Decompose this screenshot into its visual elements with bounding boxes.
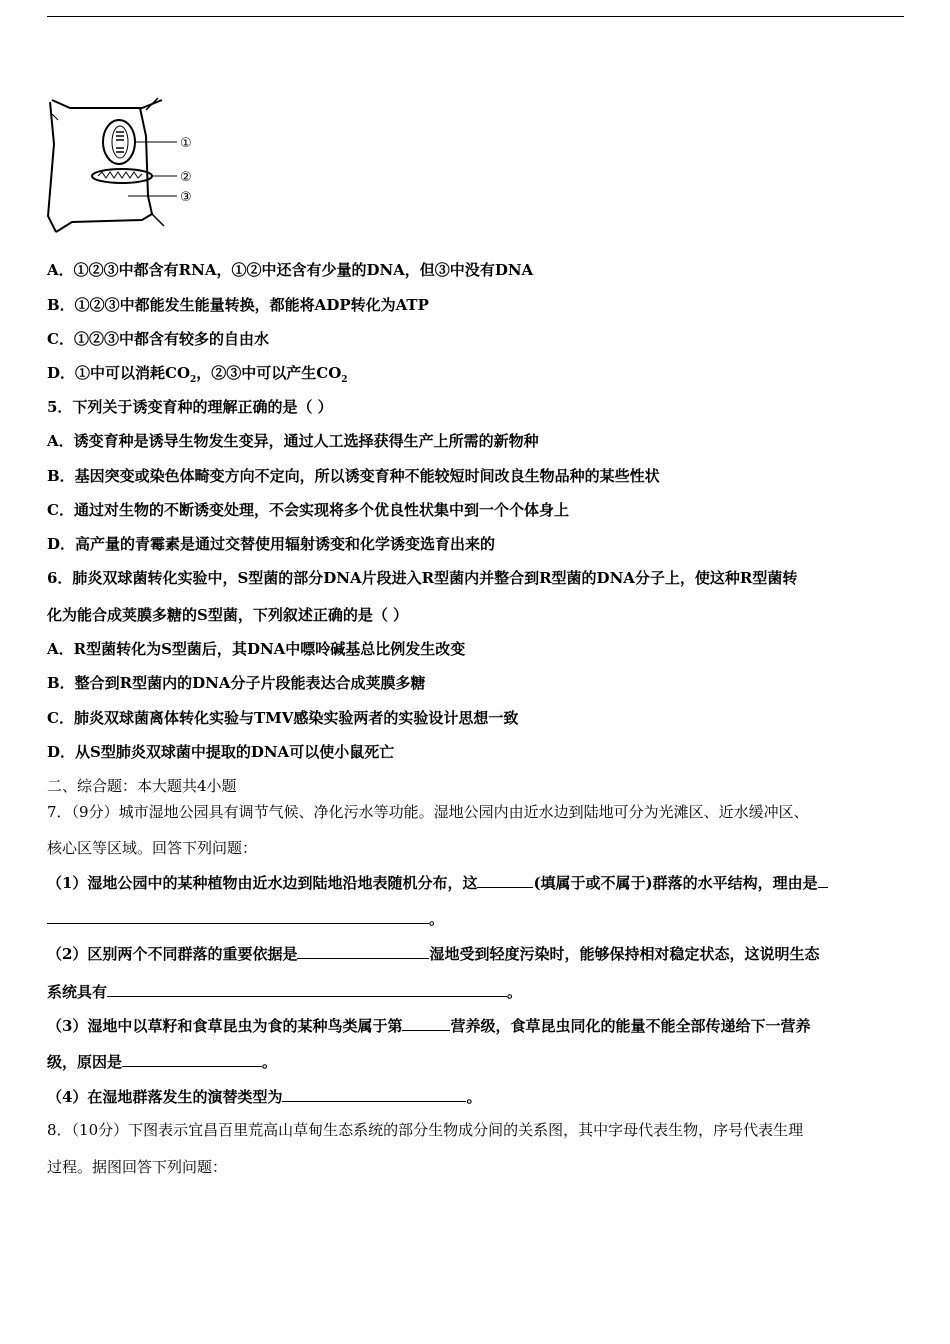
q7-part3	[47, 1016, 810, 1036]
q5-option-b: B．基因突变或染色体畸变方向不定向，所以诱变育种不能较短时间改良生物品种的某些性状	[47, 467, 660, 485]
q5-stem: 5．下列关于诱变育种的理解正确的是（ ）	[47, 398, 333, 416]
label-3: ③	[180, 190, 192, 205]
q7-part2-cont	[47, 982, 522, 1002]
q6-option-a: A．R型菌转化为S型菌后，其DNA中嘌呤碱基总比例发生改变	[47, 640, 466, 658]
label-1: ①	[180, 136, 192, 151]
answer-blank[interactable]	[107, 982, 507, 997]
q7-part1	[47, 873, 828, 893]
q7-p3-text-a: （3）湿地中以草籽和食草昆虫为食的某种鸟类属于第	[47, 1017, 403, 1035]
q7-p2-end: 。	[507, 983, 523, 1001]
q7-p2-text-b: 湿地受到轻度污染时，能够保持相对稳定状态，这说明生态	[429, 945, 820, 963]
q7-part1-cont	[47, 909, 444, 929]
q5-option-a: A．诱变育种是诱导生物发生变异，通过人工选择获得生产上所需的新物种	[47, 432, 539, 450]
q6-stem-line1: 6．肺炎双球菌转化实验中，S型菌的部分DNA片段进入R型菌内并整合到R型菌的DNA分子上，使这种R型菌转	[47, 569, 798, 587]
q8-stem-line1: 8．（10分）下图表示宜昌百里荒高山草甸生态系统的部分生物成分间的关系图，其中字母代表生物，序号代表生理	[47, 1121, 804, 1139]
answer-blank[interactable]	[297, 944, 429, 959]
q7-p1-text-b: (填属于或不属于)群落的水平结构，理由是	[533, 874, 818, 892]
answer-blank[interactable]	[47, 909, 429, 924]
q6-option-d: D．从S型肺炎双球菌中提取的DNA可以使小鼠死亡	[47, 743, 395, 761]
q8-stem-line2: 过程。据图回答下列问题：	[47, 1158, 228, 1176]
q4-option-a: A．①②③中都含有RNA，①②中还含有少量的DNA，但③中没有DNA	[47, 261, 534, 279]
q4-d-part1: D．①中可以消耗CO	[47, 364, 191, 382]
answer-blank[interactable]	[402, 1016, 450, 1031]
label-2: ②	[180, 170, 192, 185]
answer-blank[interactable]	[282, 1087, 466, 1102]
q4-option-c: C．①②③中都含有较多的自由水	[47, 330, 269, 348]
q7-p3-text-b: 营养级，食草昆虫同化的能量不能全部传递给下一营养	[450, 1017, 811, 1035]
q4-d-sub1: 2	[190, 375, 197, 385]
q7-p3-text-c: 级，原因是	[47, 1053, 123, 1071]
q6-option-b: B．整合到R型菌内的DNA分子片段能表达合成荚膜多糖	[47, 674, 426, 692]
q7-p2-text-a: （2）区别两个不同群落的重要依据是	[47, 945, 298, 963]
q4-option-b: B．①②③中都能发生能量转换，都能将ADP转化为ATP	[47, 296, 429, 314]
cell-diagram	[42, 96, 202, 236]
answer-blank[interactable]	[477, 873, 533, 888]
q4-option-d	[47, 363, 348, 390]
q4-d-part2: ，②③中可以产生CO	[196, 364, 342, 382]
q7-p3-end: 。	[262, 1053, 278, 1071]
q7-p4-text-a: （4）在湿地群落发生的演替类型为	[47, 1088, 283, 1106]
answer-blank[interactable]	[122, 1052, 262, 1067]
q7-part2	[47, 944, 819, 964]
answer-blank[interactable]	[818, 873, 828, 888]
q7-p2-text-c: 系统具有	[47, 983, 108, 1001]
q7-stem-line2: 核心区等区域。回答下列问题：	[47, 839, 258, 857]
section-heading: 二、综合题：本大题共4小题	[47, 777, 237, 795]
q6-stem-line2: 化为能合成荚膜多糖的S型菌，下列叙述正确的是（ ）	[47, 606, 409, 624]
q4-d-sub2: 2	[341, 375, 348, 385]
header-rule	[47, 16, 904, 17]
q7-p1-end: 。	[429, 910, 445, 928]
q7-part3-cont	[47, 1052, 277, 1072]
q7-p1-text-a: （1）湿地公园中的某种植物由近水边到陆地沿地表随机分布，这	[47, 874, 478, 892]
q7-part4	[47, 1087, 481, 1107]
q7-p4-end: 。	[466, 1088, 482, 1106]
q5-option-d: D．高产量的青霉素是通过交替使用辐射诱变和化学诱变选育出来的	[47, 535, 496, 553]
q6-option-c: C．肺炎双球菌离体转化实验与TMV感染实验两者的实验设计思想一致	[47, 709, 519, 727]
q5-option-c: C．通过对生物的不断诱变处理，不会实现将多个优良性状集中到一个个体身上	[47, 501, 569, 519]
q7-stem-line1: 7．（9分）城市湿地公园具有调节气候、净化污水等功能。湿地公园内由近水边到陆地可分为光滩区、近水缓冲区、	[47, 803, 809, 821]
